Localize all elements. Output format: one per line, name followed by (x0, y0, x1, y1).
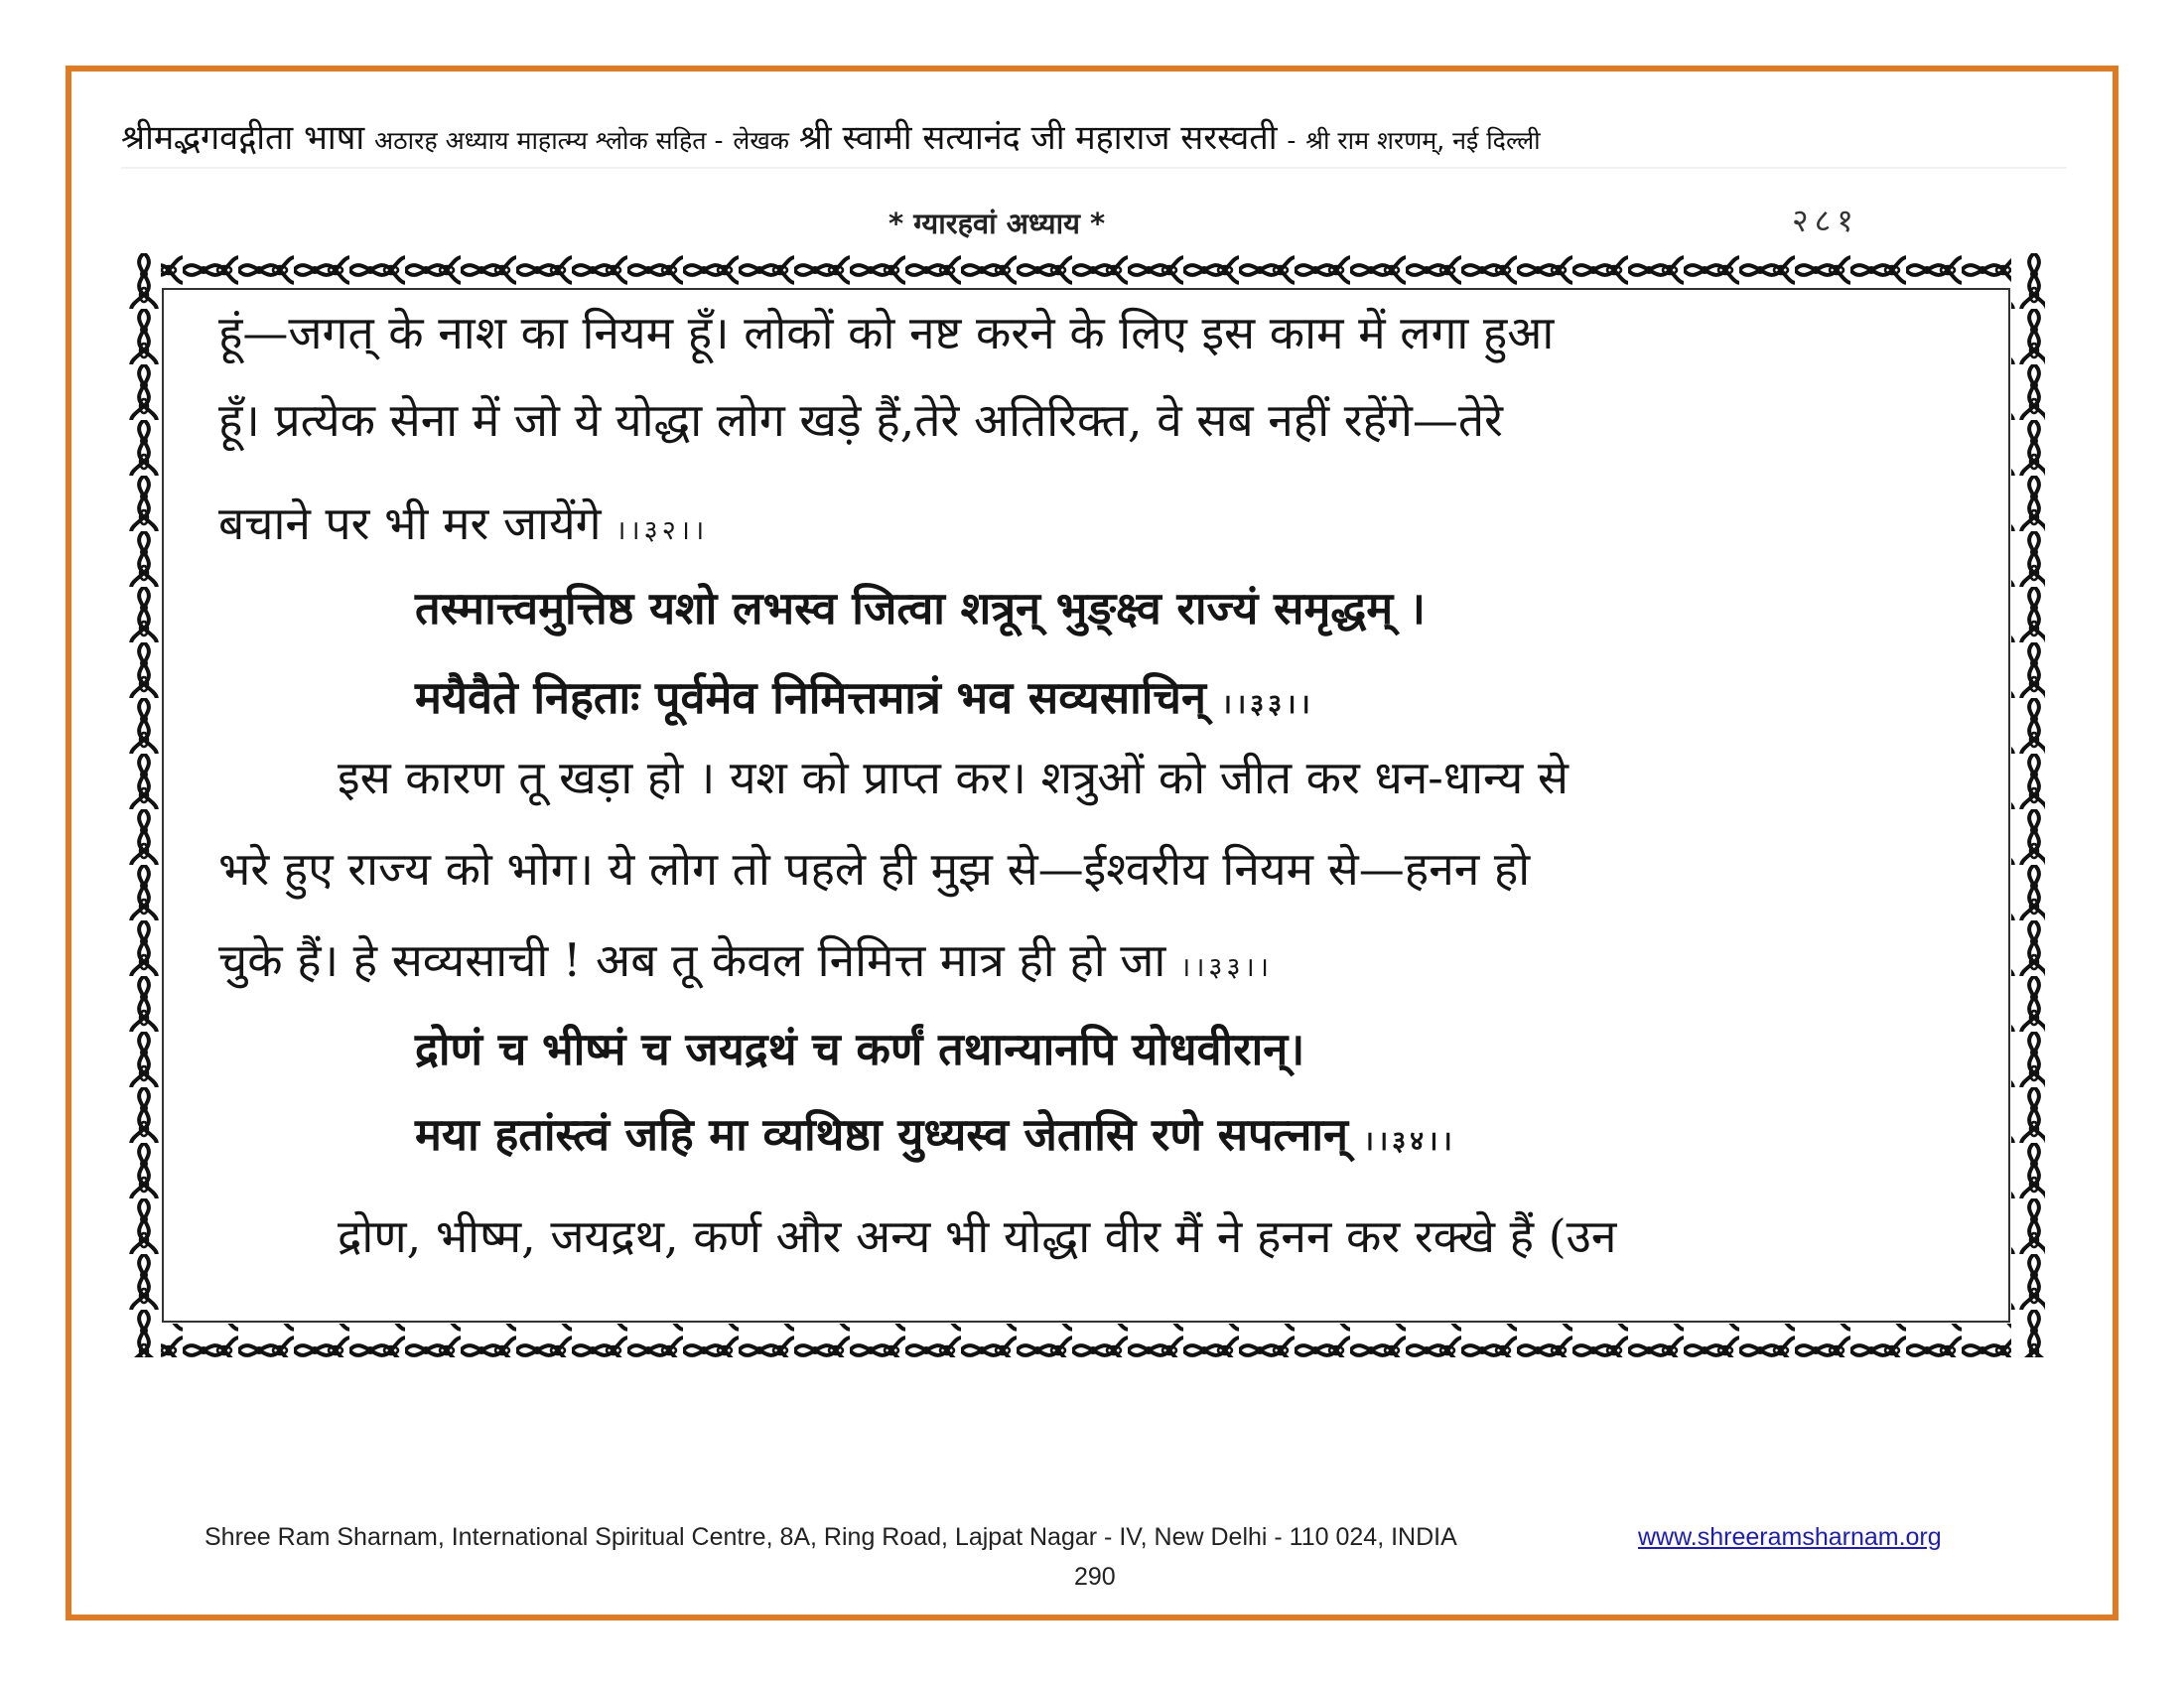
text-line: इस कारण तू खड़ा हो । यश को प्राप्त कर। शत्रुओं को जीत कर धन-धान्य से (338, 751, 1569, 804)
sanskrit-verse-line: तस्मात्त्वमुत्तिष्ठ यशो लभस्व जित्वा शत्रून् भुङ्क्ष्व राज्यं समृद्धम् । (415, 582, 1426, 634)
footer-address: Shree Ram Sharnam, International Spiritual Centre, 8A, Ring Road, Lajpat Nagar - IV, New Delhi - 110 024, INDIA (205, 1523, 1457, 1551)
text-fragment: मया हतांस्त्वं जहि मा व्यथिष्ठा युध्यस्व जेतासि रणे सपत्नान् (415, 1108, 1348, 1161)
sanskrit-verse-line (415, 668, 1314, 735)
publisher-name: श्री राम शरणम्, नई दिल्ली (1305, 126, 1541, 155)
text-line: हूँ। प्रत्येक सेना में जो ये योद्धा लोग खड़े हैं,तेरे अतिरिक्त, वे सब नहीं रहेंगे—तेरे (218, 393, 1503, 447)
text-line (218, 930, 1273, 998)
text-line: हूं—जगत् के नाश का नियम हूँ। लोकों को नष्ट करने के लिए इस काम में लगा हुआ (218, 306, 1555, 359)
book-page-number: २८१ (1792, 202, 1859, 239)
text-fragment: बचाने पर भी मर जायेंगे (218, 496, 602, 550)
text-line (218, 493, 708, 561)
verse-number: ।।३३।। (1179, 952, 1273, 983)
text-line: भरे हुए राज्य को भोग। ये लोग तो पहले ही मुझ से—ईश्वरीय नियम से—हनन हो (218, 842, 1531, 896)
border-bottom (161, 1324, 2011, 1357)
verse-number: ।।३३।। (1221, 689, 1314, 720)
text-line: द्रोण, भीष्म, जयद्रथ, कर्ण और अन्य भी योद्धा वीर मैं ने हनन कर रक्खे हैं (उन (338, 1209, 1617, 1263)
header-separator: - (1287, 126, 1297, 155)
book-title: श्रीमद्भगवद्गीता भाषा (121, 118, 365, 158)
verse-number: ।।३२।। (615, 515, 709, 546)
page-number: 290 (1074, 1563, 1116, 1591)
verse-number: ।।३४।। (1363, 1126, 1456, 1157)
page-header (121, 109, 2067, 169)
chapter-title: * ग्यारहवां अध्याय * (888, 207, 1106, 240)
author-label: लेखक (733, 126, 789, 155)
book-subtitle: अठारह अध्याय माहात्म्य श्लोक सहित - (374, 126, 724, 155)
border-right (2011, 253, 2045, 1357)
author-name: श्री स्वामी सत्यानंद जी महाराज सरस्वती (798, 118, 1278, 158)
website-link[interactable]: www.shreeramsharnam.org (1638, 1523, 1942, 1551)
sanskrit-verse-line (415, 1105, 1456, 1172)
scripture-text (218, 303, 1926, 1296)
text-fragment: चुके हैं। हे सव्यसाची ! अब तू केवल निमित्त मात्र ही हो जा (218, 933, 1166, 987)
text-fragment: मयैवैते निहताः पूर्वमेव निमित्तमात्रं भव सव्यसाचिन् (415, 671, 1206, 724)
border-left (127, 253, 161, 1357)
border-top (161, 253, 2011, 287)
sanskrit-verse-line: द्रोणं च भीष्मं च जयद्रथं च कर्णं तथान्यानपि योधवीरान्। (415, 1023, 1305, 1075)
